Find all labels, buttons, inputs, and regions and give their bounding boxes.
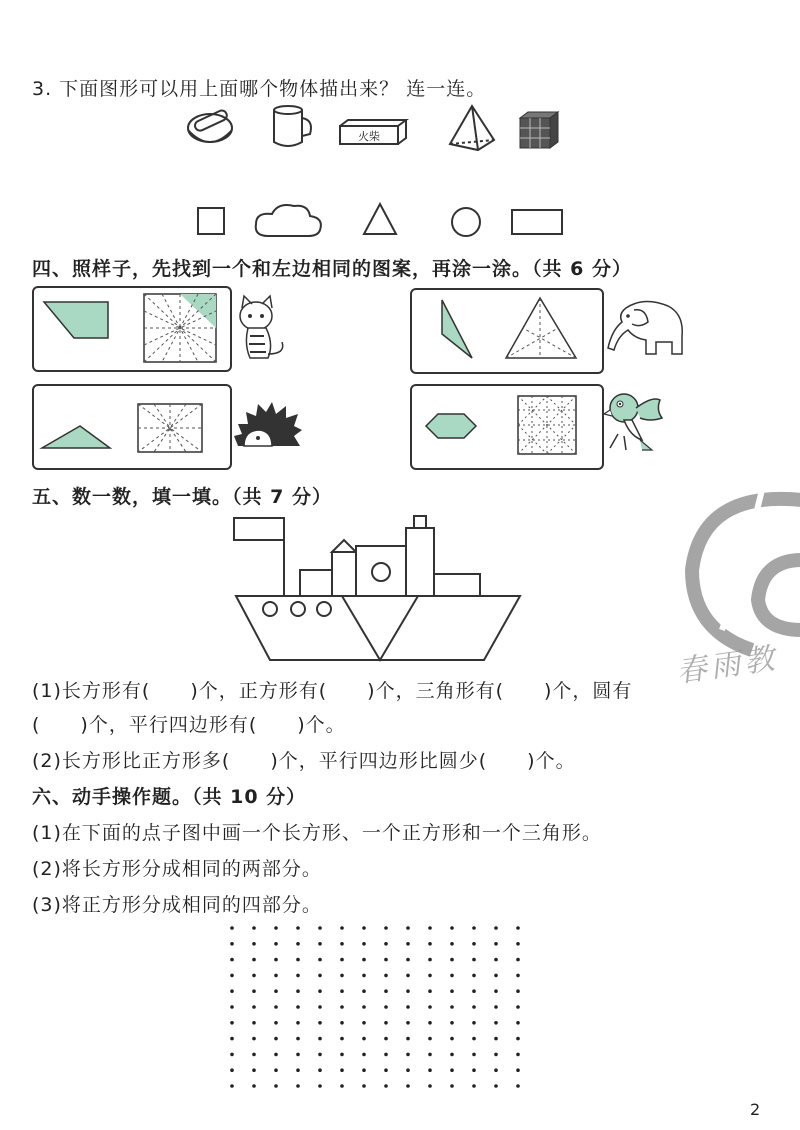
- grid-dot: [318, 1037, 322, 1041]
- grid-dot: [340, 1021, 344, 1025]
- grid-dot: [472, 1053, 476, 1057]
- grid-dot: [230, 1084, 234, 1088]
- grid-dot: [428, 1021, 432, 1025]
- grid-dot: [450, 989, 454, 993]
- grid-dot: [274, 1037, 278, 1041]
- grid-dot: [384, 1053, 388, 1057]
- grid-dot: [252, 942, 256, 946]
- hedgehog-illustration: [230, 400, 304, 452]
- grid-dot: [252, 1084, 256, 1088]
- grid-dot: [428, 1005, 432, 1009]
- ship-porthole-2: [291, 602, 305, 616]
- section4-title: 四、照样子，先找到一个和左边相同的图案，再涂一涂。（共 6 分）: [32, 258, 632, 280]
- rubiks-cube-object[interactable]: [520, 112, 558, 148]
- grid-dot: [406, 1037, 410, 1041]
- triangle-shape[interactable]: [364, 204, 396, 234]
- grid-dot: [494, 1053, 498, 1057]
- grid-dot: [230, 958, 234, 962]
- grid-dot: [230, 942, 234, 946]
- ship-cabin-circle: [372, 563, 390, 581]
- grid-dot: [428, 1037, 432, 1041]
- ship-tower: [332, 552, 356, 596]
- grid-dot: [318, 1021, 322, 1025]
- section5-q1-line2: ( )个，平行四边形有( )个。: [32, 714, 346, 736]
- grid-dot: [362, 1037, 366, 1041]
- grid-dot: [472, 974, 476, 978]
- section5-q1-line1: (1)长方形有( )个，正方形有( )个，三角形有( )个，圆有: [32, 680, 633, 702]
- grid-dot: [274, 1068, 278, 1072]
- cat-illustration: [234, 294, 294, 364]
- grid-dot: [252, 1068, 256, 1072]
- grid-dot: [230, 1053, 234, 1057]
- panel-parallelogram-art: [34, 288, 230, 370]
- grid-dot: [274, 1053, 278, 1057]
- grid-dot: [450, 1084, 454, 1088]
- grid-dot: [494, 1037, 498, 1041]
- ship-roof-triangle: [332, 540, 356, 552]
- grid-dot: [274, 1084, 278, 1088]
- grid-dot: [516, 974, 520, 978]
- grid-dot: [384, 1068, 388, 1072]
- grid-dot: [274, 942, 278, 946]
- grid-dot: [340, 942, 344, 946]
- grid-dot: [274, 926, 278, 930]
- grid-dot: [384, 974, 388, 978]
- grid-dot: [516, 942, 520, 946]
- grid-dot: [428, 1053, 432, 1057]
- matchbox-label: 火柴: [358, 130, 380, 143]
- grid-dot: [252, 1021, 256, 1025]
- grid-dot: [230, 989, 234, 993]
- cup-object[interactable]: [274, 106, 311, 146]
- grid-dot: [472, 942, 476, 946]
- grid-dot: [472, 958, 476, 962]
- grid-dot: [472, 989, 476, 993]
- grid-dot: [318, 1053, 322, 1057]
- grid-dot: [318, 989, 322, 993]
- grid-dot: [318, 1068, 322, 1072]
- grid-dot: [340, 1053, 344, 1057]
- sample-parallelogram: [44, 302, 108, 338]
- panel-hexagon: [410, 384, 604, 470]
- grid-dot: [274, 1005, 278, 1009]
- target-grid-3[interactable]: [138, 404, 202, 452]
- grid-dot: [340, 1005, 344, 1009]
- grid-dot: [516, 958, 520, 962]
- grid-dot: [406, 942, 410, 946]
- grid-dot: [494, 942, 498, 946]
- grid-dot: [494, 989, 498, 993]
- grid-dot: [384, 926, 388, 930]
- grid-dot: [296, 1068, 300, 1072]
- grid-dot: [450, 974, 454, 978]
- grid-dot: [494, 1021, 498, 1025]
- grid-dot: [340, 958, 344, 962]
- grid-dot: [428, 942, 432, 946]
- grid-dot: [450, 1021, 454, 1025]
- pyramid-object[interactable]: [450, 106, 494, 150]
- elephant-illustration: [604, 292, 688, 360]
- grid-dot: [296, 1021, 300, 1025]
- grid-dot: [450, 942, 454, 946]
- ship-rear-rect: [434, 574, 480, 596]
- grid-dot: [362, 1068, 366, 1072]
- ship-figure: [230, 512, 530, 668]
- grid-dot: [274, 958, 278, 962]
- grid-dot: [318, 942, 322, 946]
- grid-dot: [362, 989, 366, 993]
- grid-dot: [296, 926, 300, 930]
- page-number: 2: [750, 1100, 761, 1119]
- sample-hexagon: [426, 414, 476, 438]
- grid-dot: [318, 926, 322, 930]
- grid-dot: [384, 958, 388, 962]
- grid-dot: [494, 1005, 498, 1009]
- grid-dot: [318, 1005, 322, 1009]
- grid-dot: [252, 1053, 256, 1057]
- grid-dot: [340, 974, 344, 978]
- grid-dot: [362, 1005, 366, 1009]
- grid-dot: [406, 926, 410, 930]
- grid-dot: [494, 974, 498, 978]
- grid-dot: [428, 974, 432, 978]
- grid-dot: [296, 942, 300, 946]
- circle-shape[interactable]: [452, 208, 480, 236]
- grid-dot: [230, 1037, 234, 1041]
- grid-dot: [362, 974, 366, 978]
- grid-dot: [450, 1053, 454, 1057]
- watermark-text: 春雨教: [674, 641, 781, 690]
- objects-row: [180, 100, 580, 160]
- grid-dot: [252, 974, 256, 978]
- panel-parallelogram: [32, 286, 232, 372]
- ship-flag: [234, 518, 284, 540]
- grid-dot: [472, 1005, 476, 1009]
- ship-small-rect: [300, 570, 332, 596]
- grid-dot: [362, 1053, 366, 1057]
- grid-dot: [230, 1005, 234, 1009]
- grid-dot: [274, 974, 278, 978]
- section5-q2: (2)长方形比正方形多( )个，平行四边形比圆少( )个。: [32, 750, 576, 772]
- grid-dot: [428, 989, 432, 993]
- grid-dot: [406, 1005, 410, 1009]
- grid-dot: [252, 926, 256, 930]
- grid-dot: [494, 1084, 498, 1088]
- ship-chimney-top: [414, 516, 426, 528]
- grid-dot: [362, 1021, 366, 1025]
- grid-dot: [340, 1084, 344, 1088]
- target-grid-4[interactable]: [518, 396, 576, 454]
- grid-dot: [516, 1068, 520, 1072]
- grid-dot: [340, 1068, 344, 1072]
- square-shape[interactable]: [198, 208, 224, 234]
- grid-dot: [472, 1068, 476, 1072]
- ship-porthole-1: [263, 602, 277, 616]
- grid-dot: [472, 926, 476, 930]
- grid-dot: [428, 958, 432, 962]
- grid-dot: [450, 926, 454, 930]
- grid-dot: [274, 1021, 278, 1025]
- ship-chimney: [406, 528, 434, 596]
- grid-dot: [494, 958, 498, 962]
- target-grid-2[interactable]: [506, 298, 576, 358]
- grid-dot: [450, 958, 454, 962]
- grid-dot: [428, 926, 432, 930]
- section6-title: 六、动手操作题。（共 10 分）: [32, 786, 307, 808]
- grid-dot: [296, 1053, 300, 1057]
- section6-q1: (1)在下面的点子图中画一个长方形、一个正方形和一个三角形。: [32, 822, 602, 844]
- panel-hexagon-art: [412, 386, 602, 468]
- grid-dot: [516, 926, 520, 930]
- grid-dot: [450, 1037, 454, 1041]
- section6-q2: (2)将长方形分成相同的两部分。: [32, 858, 322, 880]
- cloud-shape[interactable]: [256, 205, 321, 236]
- grid-dot: [340, 1037, 344, 1041]
- grid-dot: [362, 942, 366, 946]
- grid-dot: [340, 989, 344, 993]
- grid-dot: [252, 989, 256, 993]
- grid-dot: [296, 1084, 300, 1088]
- grid-dot: [384, 942, 388, 946]
- eraser-object[interactable]: [188, 109, 232, 142]
- ship-porthole-3: [317, 602, 331, 616]
- grid-dot: [384, 1005, 388, 1009]
- grid-dot: [230, 974, 234, 978]
- grid-dot: [296, 989, 300, 993]
- grid-dot: [472, 1084, 476, 1088]
- grid-dot: [516, 1021, 520, 1025]
- panel-obtuse-triangle: [32, 384, 232, 470]
- grid-dot: [428, 1084, 432, 1088]
- dot-grid[interactable]: [226, 922, 536, 1092]
- grid-dot: [296, 974, 300, 978]
- target-grid-1[interactable]: [144, 294, 216, 362]
- grid-dot: [406, 1021, 410, 1025]
- grid-dot: [318, 974, 322, 978]
- grid-dot: [516, 1084, 520, 1088]
- grid-dot: [406, 1084, 410, 1088]
- grid-dot: [230, 1021, 234, 1025]
- section6-q3: (3)将正方形分成相同的四部分。: [32, 894, 322, 916]
- grid-dot: [472, 1037, 476, 1041]
- grid-dot: [296, 1005, 300, 1009]
- grid-dot: [494, 926, 498, 930]
- grid-dot: [406, 989, 410, 993]
- grid-dot: [494, 1068, 498, 1072]
- shapes-row: [190, 200, 580, 244]
- sample-triangle: [442, 300, 472, 358]
- grid-dot: [362, 1084, 366, 1088]
- panel-triangle: [410, 288, 604, 374]
- grid-dot: [318, 958, 322, 962]
- grid-dot: [362, 958, 366, 962]
- grid-dot: [318, 1084, 322, 1088]
- panel-obtuse-triangle-art: [34, 386, 230, 468]
- grid-dot: [340, 926, 344, 930]
- bird-illustration: [602, 388, 666, 456]
- grid-dot: [406, 974, 410, 978]
- panel-triangle-art: [412, 290, 602, 372]
- grid-dot: [406, 1068, 410, 1072]
- grid-dot: [472, 1021, 476, 1025]
- grid-dot: [230, 1068, 234, 1072]
- grid-dot: [516, 1053, 520, 1057]
- grid-dot: [296, 958, 300, 962]
- ship-hull: [236, 596, 520, 660]
- grid-dot: [384, 1021, 388, 1025]
- grid-dot: [450, 1005, 454, 1009]
- grid-dot: [516, 1005, 520, 1009]
- grid-dot: [384, 989, 388, 993]
- grid-dot: [274, 989, 278, 993]
- grid-dot: [516, 989, 520, 993]
- grid-dot: [406, 958, 410, 962]
- grid-dot: [516, 1037, 520, 1041]
- grid-dot: [252, 958, 256, 962]
- section3-question: 3. 下面图形可以用上面哪个物体描出来？ 连一连。: [32, 78, 487, 100]
- grid-dot: [230, 926, 234, 930]
- grid-dot: [428, 1068, 432, 1072]
- grid-dot: [252, 1005, 256, 1009]
- grid-dot: [384, 1037, 388, 1041]
- sample-obtuse-triangle: [42, 426, 110, 448]
- section5-title: 五、数一数，填一填。（共 7 分）: [32, 486, 332, 508]
- rectangle-shape[interactable]: [512, 210, 562, 234]
- grid-dot: [252, 1037, 256, 1041]
- grid-dot: [450, 1068, 454, 1072]
- grid-dot: [296, 1037, 300, 1041]
- grid-dot: [384, 1084, 388, 1088]
- grid-dot: [362, 926, 366, 930]
- grid-dot: [406, 1053, 410, 1057]
